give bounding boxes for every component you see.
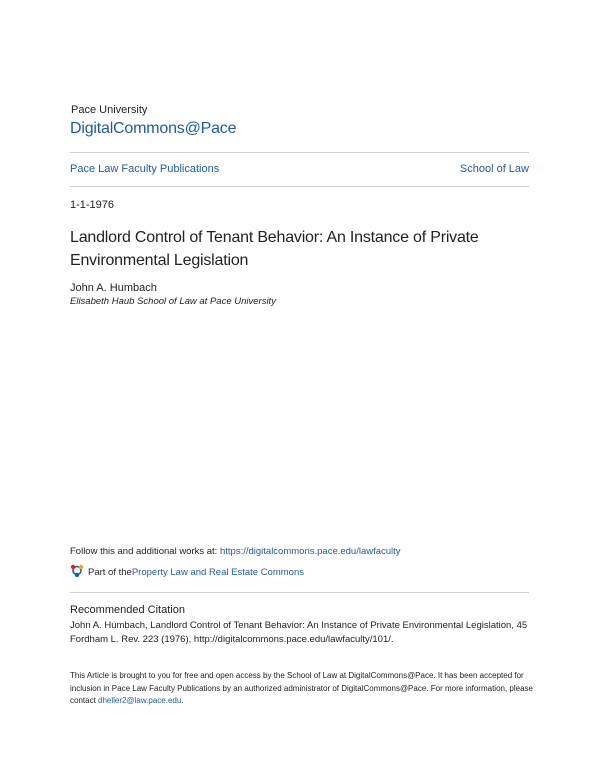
follow-line xyxy=(70,546,401,557)
citation-heading: Recommended Citation xyxy=(70,604,185,616)
notice-suffix: . xyxy=(181,696,184,705)
article-title: Landlord Control of Tenant Behavior: An Instance of Private Environmental Legislation xyxy=(70,229,479,269)
part-of-prefix: Part of the xyxy=(88,566,132,578)
institution-name: Pace University xyxy=(71,104,148,116)
collection-link[interactable]: Pace Law Faculty Publications xyxy=(70,163,220,175)
network-icon xyxy=(70,564,88,580)
author-name: John A. Humbach xyxy=(70,282,157,294)
follow-url-link[interactable]: https://digitalcommons.pace.edu/lawfaculty xyxy=(219,546,401,557)
notice-text: This Article is brought to you for free and open access by the School of Law at DigitalCommons@Pace. It has been accepted for inclusion in Pace Law Faculty Publications by an authorized administrator of DigitalCommons@Pace. For more information, please contact xyxy=(70,671,534,705)
author-affiliation: Elisabeth Haub School of Law at Pace University xyxy=(70,296,276,307)
part-of-line xyxy=(70,564,304,580)
divider-top xyxy=(70,152,529,153)
repository-link[interactable]: DigitalCommons@Pace xyxy=(70,120,237,137)
publication-date: 1-1-1976 xyxy=(70,199,115,211)
school-link[interactable]: School of Law xyxy=(459,163,529,175)
access-notice xyxy=(70,670,540,708)
commons-link[interactable]: Property Law and Real Estate Commons xyxy=(131,566,304,578)
contact-email-link[interactable]: dheller2@law.pace.edu xyxy=(98,696,182,705)
divider-middle xyxy=(70,186,529,187)
divider-bottom xyxy=(70,592,529,593)
citation-text: John A. Humbach, Landlord Control of Tenant Behavior: An Instance of Private Environmental Legislation, 45 Fordham L. Rev. 223 (1976), http://digitalcommons.pace.edu/lawfaculty/101/. xyxy=(70,620,528,645)
follow-prefix: Follow this and additional works at: xyxy=(70,546,220,557)
